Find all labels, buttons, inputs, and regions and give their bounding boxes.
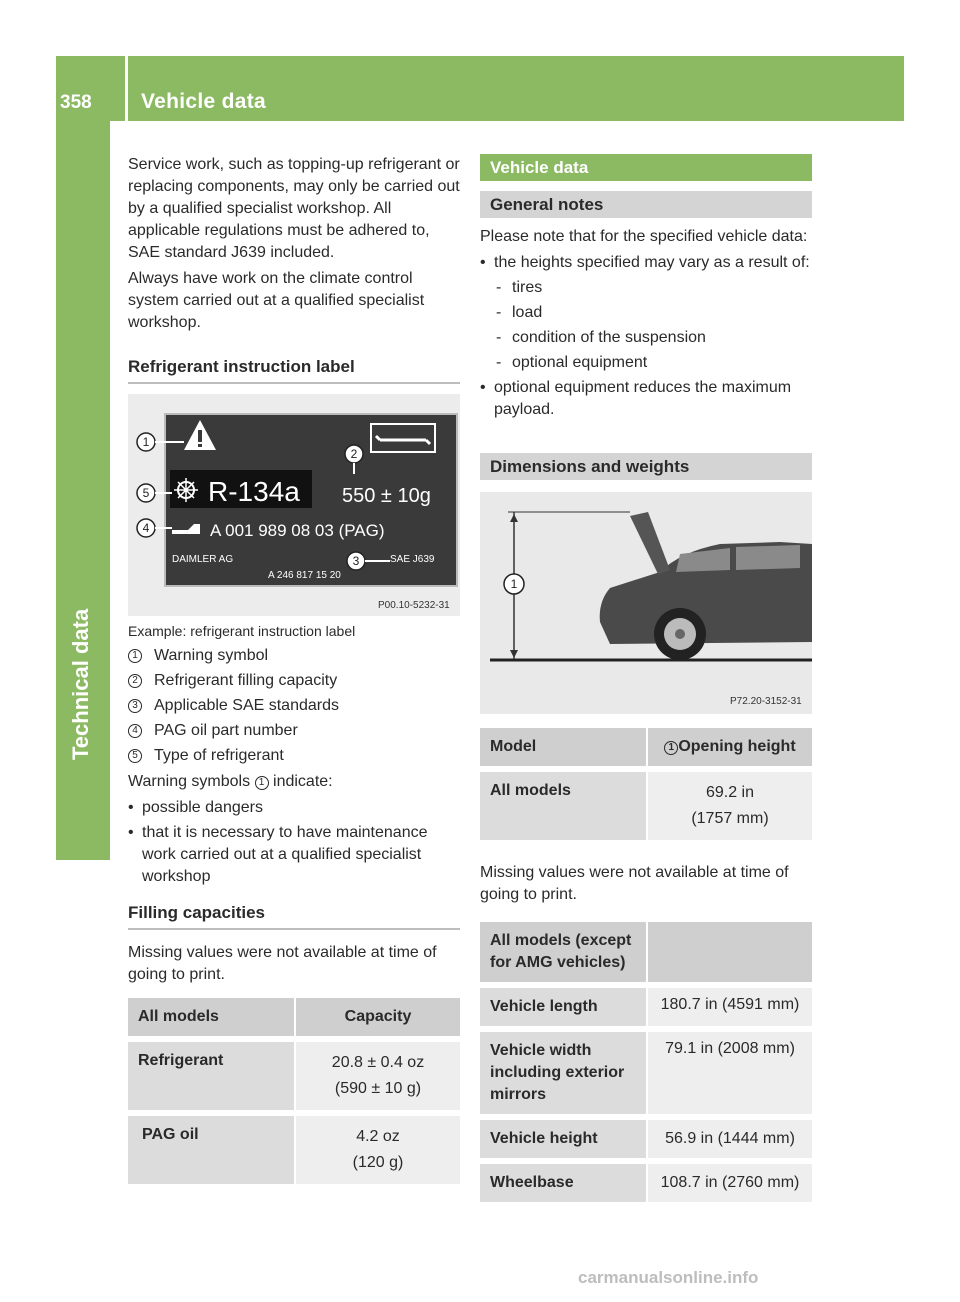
col-header bbox=[646, 728, 812, 766]
watermark: carmanualsonline.info bbox=[578, 1268, 759, 1287]
row-label: Wheelbase bbox=[480, 1164, 646, 1202]
col-header: All models bbox=[128, 998, 294, 1036]
dash-item: - tires bbox=[480, 277, 812, 299]
filling-heading: Filling capacities bbox=[128, 902, 460, 930]
row-label: Vehicle width including exterior mirrors bbox=[480, 1032, 646, 1114]
row-label: Vehicle length bbox=[480, 988, 646, 1026]
warning-bullet: • that it is necessary to have maintenance work carried out at a qualified specialist workshop bbox=[128, 822, 460, 888]
warning-bullet: • possible dangers bbox=[128, 797, 460, 819]
dash-item: - load bbox=[480, 302, 812, 324]
warning-number: 1 bbox=[255, 776, 269, 790]
label-caption: Example: refrigerant instruction label bbox=[128, 623, 356, 639]
opening-label: Opening height bbox=[678, 738, 796, 755]
legend-text: Refrigerant filling capacity bbox=[154, 672, 338, 689]
row-label: All models bbox=[480, 772, 646, 840]
legend-item bbox=[128, 720, 460, 742]
legend-number: 3 bbox=[128, 699, 142, 713]
vehicle-data-heading: Vehicle data bbox=[480, 154, 812, 181]
general-bullet: • the heights specified may vary as a result of: bbox=[480, 252, 812, 274]
col-header: Model bbox=[480, 728, 646, 766]
left-column bbox=[128, 154, 460, 1184]
value-imperial: 69.2 in bbox=[705, 784, 755, 801]
table-row bbox=[128, 1116, 460, 1184]
general-intro: Please note that for the specified vehicle data: bbox=[480, 228, 808, 245]
side-tab-label: Technical data bbox=[68, 608, 93, 760]
col-header: Capacity bbox=[294, 998, 460, 1036]
general-notes-heading: General notes bbox=[480, 191, 812, 218]
table-row bbox=[480, 988, 812, 1026]
value-metric: (590 ± 10 g) bbox=[334, 1080, 422, 1097]
label-part: A 246 817 15 20 bbox=[268, 570, 341, 581]
label-capacity: 550 ± 10g bbox=[342, 485, 431, 507]
legend-item bbox=[128, 645, 460, 667]
dimensions-table bbox=[480, 922, 812, 1202]
legend-text: Applicable SAE standards bbox=[154, 697, 339, 714]
value-imperial: 4.2 oz bbox=[356, 1128, 400, 1145]
legend-number: 4 bbox=[128, 724, 142, 738]
car-rear-image bbox=[480, 492, 812, 714]
row-value: 108.7 in (2760 mm) bbox=[646, 1164, 812, 1202]
table-row bbox=[128, 1042, 460, 1110]
table-header-row bbox=[128, 998, 460, 1036]
row-value bbox=[646, 772, 812, 840]
row-value: 79.1 in (2008 mm) bbox=[646, 1032, 812, 1114]
row-value: 180.7 in (4591 mm) bbox=[646, 988, 812, 1026]
col-header: All models (except for AMG vehicles) bbox=[480, 922, 646, 982]
warning-post: indicate: bbox=[273, 773, 333, 790]
filling-note: Missing values were not available at time of going to print. bbox=[128, 944, 437, 983]
page-title: Vehicle data bbox=[141, 90, 266, 113]
legend-text: Warning symbol bbox=[154, 647, 269, 664]
callout-3: 3 bbox=[352, 554, 360, 568]
row-value bbox=[294, 1042, 460, 1110]
label-maker: DAIMLER AG bbox=[172, 554, 234, 565]
opening-number: 1 bbox=[664, 741, 678, 755]
refrigerant-label-figure bbox=[128, 394, 460, 616]
refrigerant-heading: Refrigerant instruction label bbox=[128, 356, 460, 384]
row-label: Refrigerant bbox=[128, 1042, 294, 1110]
legend-number: 5 bbox=[128, 749, 142, 763]
table-row bbox=[480, 772, 812, 840]
dimensions-heading: Dimensions and weights bbox=[480, 453, 812, 480]
legend-number: 2 bbox=[128, 674, 142, 688]
value-metric: (120 g) bbox=[352, 1154, 404, 1171]
car-callout: 1 bbox=[510, 577, 518, 591]
row-label: PAG oil bbox=[128, 1116, 294, 1184]
legend-item bbox=[128, 745, 460, 767]
general-bullet: • optional equipment reduces the maximum payload. bbox=[480, 377, 812, 421]
callout-5: 5 bbox=[142, 486, 150, 500]
warning-line bbox=[128, 771, 460, 793]
dims-note: Missing values were not available at time of going to print. bbox=[480, 864, 789, 903]
label-ref: P00.10-5232-31 bbox=[378, 600, 450, 611]
col-header-empty bbox=[646, 922, 812, 982]
legend-list bbox=[128, 645, 460, 767]
legend-text: Type of refrigerant bbox=[154, 747, 284, 764]
legend-number: 1 bbox=[128, 649, 142, 663]
legend-text: PAG oil part number bbox=[154, 722, 298, 739]
table-header-row bbox=[480, 728, 812, 766]
callout-2: 2 bbox=[350, 447, 358, 461]
header-divider bbox=[125, 56, 128, 121]
row-label: Vehicle height bbox=[480, 1120, 646, 1158]
label-sae: SAE J639 bbox=[390, 554, 435, 565]
row-value: 56.9 in (1444 mm) bbox=[646, 1120, 812, 1158]
page-number: 358 bbox=[60, 92, 92, 113]
warning-pre: Warning symbols bbox=[128, 773, 251, 790]
filling-table bbox=[128, 998, 460, 1184]
legend-item bbox=[128, 670, 460, 692]
value-imperial: 20.8 ± 0.4 oz bbox=[331, 1054, 425, 1071]
opening-height-table bbox=[480, 728, 812, 840]
car-figure bbox=[480, 492, 812, 714]
label-refrigerant: R-134a bbox=[208, 476, 300, 507]
legend-item bbox=[128, 695, 460, 717]
table-row bbox=[480, 1164, 812, 1202]
table-row bbox=[480, 1032, 812, 1114]
label-oil: A 001 989 08 03 (PAG) bbox=[210, 521, 385, 540]
callout-1: 1 bbox=[142, 435, 150, 449]
table-row bbox=[480, 1120, 812, 1158]
intro-paragraph: Service work, such as topping-up refrigerant or replacing components, may only be carried out by a qualified specialist workshop. All applicable regulations must be adhered to, SAE standard J639 included. bbox=[128, 156, 460, 261]
refrigerant-label-image bbox=[128, 394, 460, 616]
callout-4: 4 bbox=[142, 521, 150, 535]
value-metric: (1757 mm) bbox=[691, 810, 769, 827]
car-ref: P72.20-3152-31 bbox=[730, 696, 802, 707]
dash-item: - optional equipment bbox=[480, 352, 812, 374]
row-value bbox=[294, 1116, 460, 1184]
dash-item: - condition of the suspension bbox=[480, 327, 812, 349]
right-column bbox=[480, 154, 812, 1202]
climate-paragraph: Always have work on the climate control system carried out at a qualified specialist workshop. bbox=[128, 270, 425, 331]
table-header-row bbox=[480, 922, 812, 982]
